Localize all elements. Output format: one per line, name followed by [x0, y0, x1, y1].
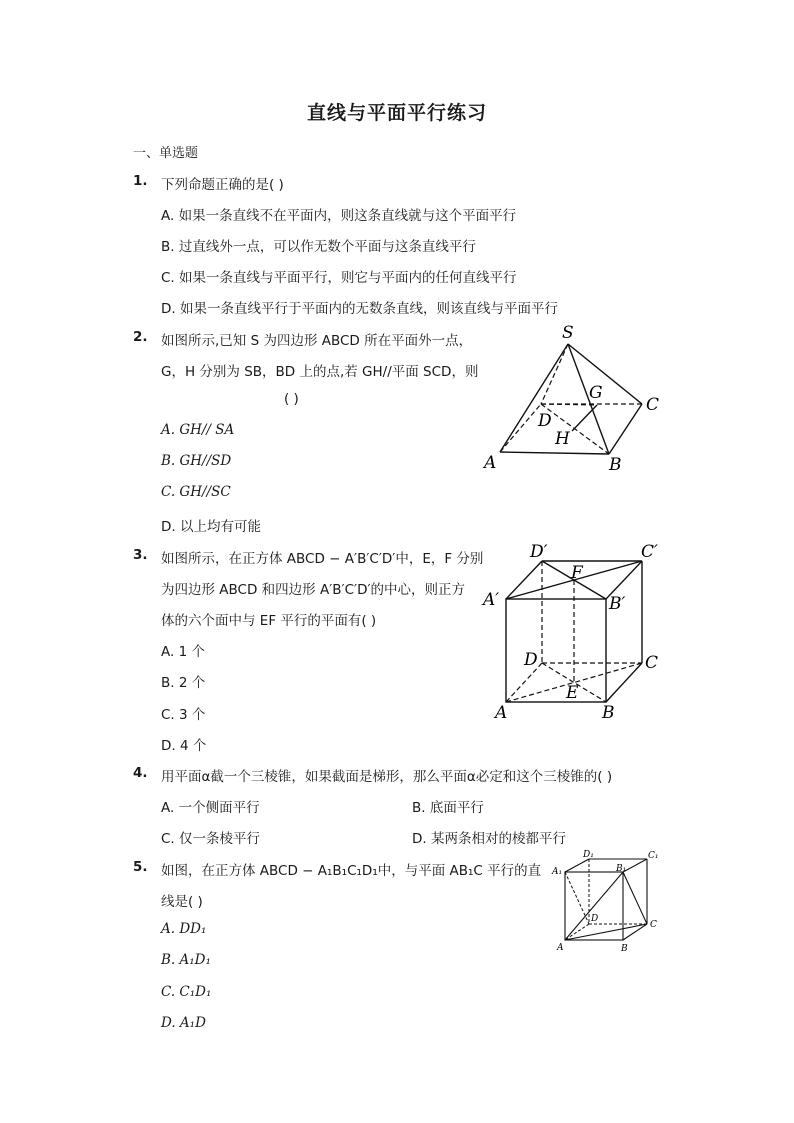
q2-option-d: D. 以上均有可能 [161, 519, 261, 535]
q5-label-b1: B₁ [616, 864, 627, 874]
q5-number: 5. [133, 859, 148, 875]
q5-label-c: C [650, 920, 657, 930]
section-heading: 一、单选题 [133, 146, 199, 161]
q2-option-a: A. GH// SA [161, 422, 235, 438]
q3-label-d-prime: D′ [530, 542, 548, 562]
q3-label-a: A [495, 703, 508, 723]
q1-option-c: C. 如果一条直线与平面平行，则它与平面内的任何直线平行 [161, 270, 517, 286]
q5-option-a: A. DD₁ [161, 921, 207, 937]
q2-answer-paren: ( ) [284, 391, 299, 407]
q3-label-f: F [571, 563, 583, 583]
q3-stem-line2: 为四边形 ABCD 和四边形 A′B′C′D′的中心，则正方 [161, 582, 466, 598]
q2-label-d: D [538, 411, 552, 431]
q3-option-d: D. 4 个 [161, 738, 207, 754]
q5-label-b: B [621, 944, 628, 954]
q5-label-a1: A₁ [552, 867, 563, 877]
q5-stem-line1: 如图，在正方体 ABCD − A₁B₁C₁D₁中，与平面 AB₁C 平行的直 [161, 863, 542, 879]
q5-cube-figure [548, 848, 668, 956]
q2-pyramid-figure [478, 318, 678, 478]
q5-option-c: C. C₁D₁ [161, 984, 212, 1000]
q2-label-c: C [646, 395, 660, 415]
q3-number: 3. [133, 547, 148, 563]
q2-stem-line1: 如图所示,已知 S 为四边形 ABCD 所在平面外一点， [161, 333, 473, 349]
q3-label-c: C [645, 653, 659, 673]
q2-number: 2. [133, 329, 148, 345]
q1-option-b: B. 过直线外一点，可以作无数个平面与这条直线平行 [161, 239, 476, 255]
q5-option-d: D. A₁D [161, 1015, 206, 1031]
q3-option-a: A. 1 个 [161, 644, 205, 660]
q2-label-s: S [562, 323, 574, 343]
q2-option-b: B. GH//SD [161, 453, 232, 469]
q3-stem-line3: 体的六个面中与 EF 平行的平面有( ) [161, 613, 377, 629]
q5-label-d: D [591, 914, 599, 924]
q2-label-a: A [484, 453, 497, 473]
q5-stem-line2: 线是( ) [161, 894, 203, 910]
q3-cube-figure [478, 535, 678, 725]
q5-label-a: A [557, 943, 564, 953]
q1-stem: 下列命题正确的是( ) [161, 177, 284, 193]
q3-label-c-prime: C′ [641, 542, 658, 562]
q3-label-a-prime: A′ [483, 590, 500, 610]
q3-stem-line1: 如图所示，在正方体 ABCD − A′B′C′D′中，E，F 分别 [161, 551, 484, 567]
q1-option-d: D. 如果一条直线平行于平面内的无数条直线，则该直线与平面平行 [161, 301, 558, 317]
q3-label-b-prime: B′ [609, 594, 626, 614]
q4-stem: 用平面α截一个三棱锥，如果截面是梯形，那么平面α必定和这个三棱锥的( ) [161, 769, 613, 785]
q5-label-d1: D₁ [583, 850, 594, 860]
q2-label-h: H [555, 429, 570, 449]
q4-number: 4. [133, 765, 148, 781]
q2-label-g: G [589, 383, 603, 403]
q4-option-a: A. 一个侧面平行 [161, 800, 260, 816]
q3-option-b: B. 2 个 [161, 675, 206, 691]
q3-label-e: E [566, 683, 579, 703]
q2-label-b: B [609, 455, 622, 475]
q3-option-c: C. 3 个 [161, 707, 206, 723]
q1-number: 1. [133, 173, 148, 189]
q1-option-a: A. 如果一条直线不在平面内，则这条直线就与这个平面平行 [161, 208, 517, 224]
q3-label-b: B [602, 703, 615, 723]
q4-option-b: B. 底面平行 [412, 800, 484, 816]
q2-option-c: C. GH//SC [161, 484, 231, 500]
q3-label-d: D [524, 650, 538, 670]
q5-option-b: B. A₁D₁ [161, 952, 211, 968]
q4-option-d: D. 某两条相对的棱都平行 [412, 831, 566, 847]
q4-option-c: C. 仅一条棱平行 [161, 831, 261, 847]
q5-label-c1: C₁ [648, 851, 659, 861]
q2-stem-line2: G，H 分别为 SB，BD 上的点,若 GH//平面 SCD，则 [161, 364, 479, 380]
page-title: 直线与平面平行练习 [306, 102, 487, 124]
